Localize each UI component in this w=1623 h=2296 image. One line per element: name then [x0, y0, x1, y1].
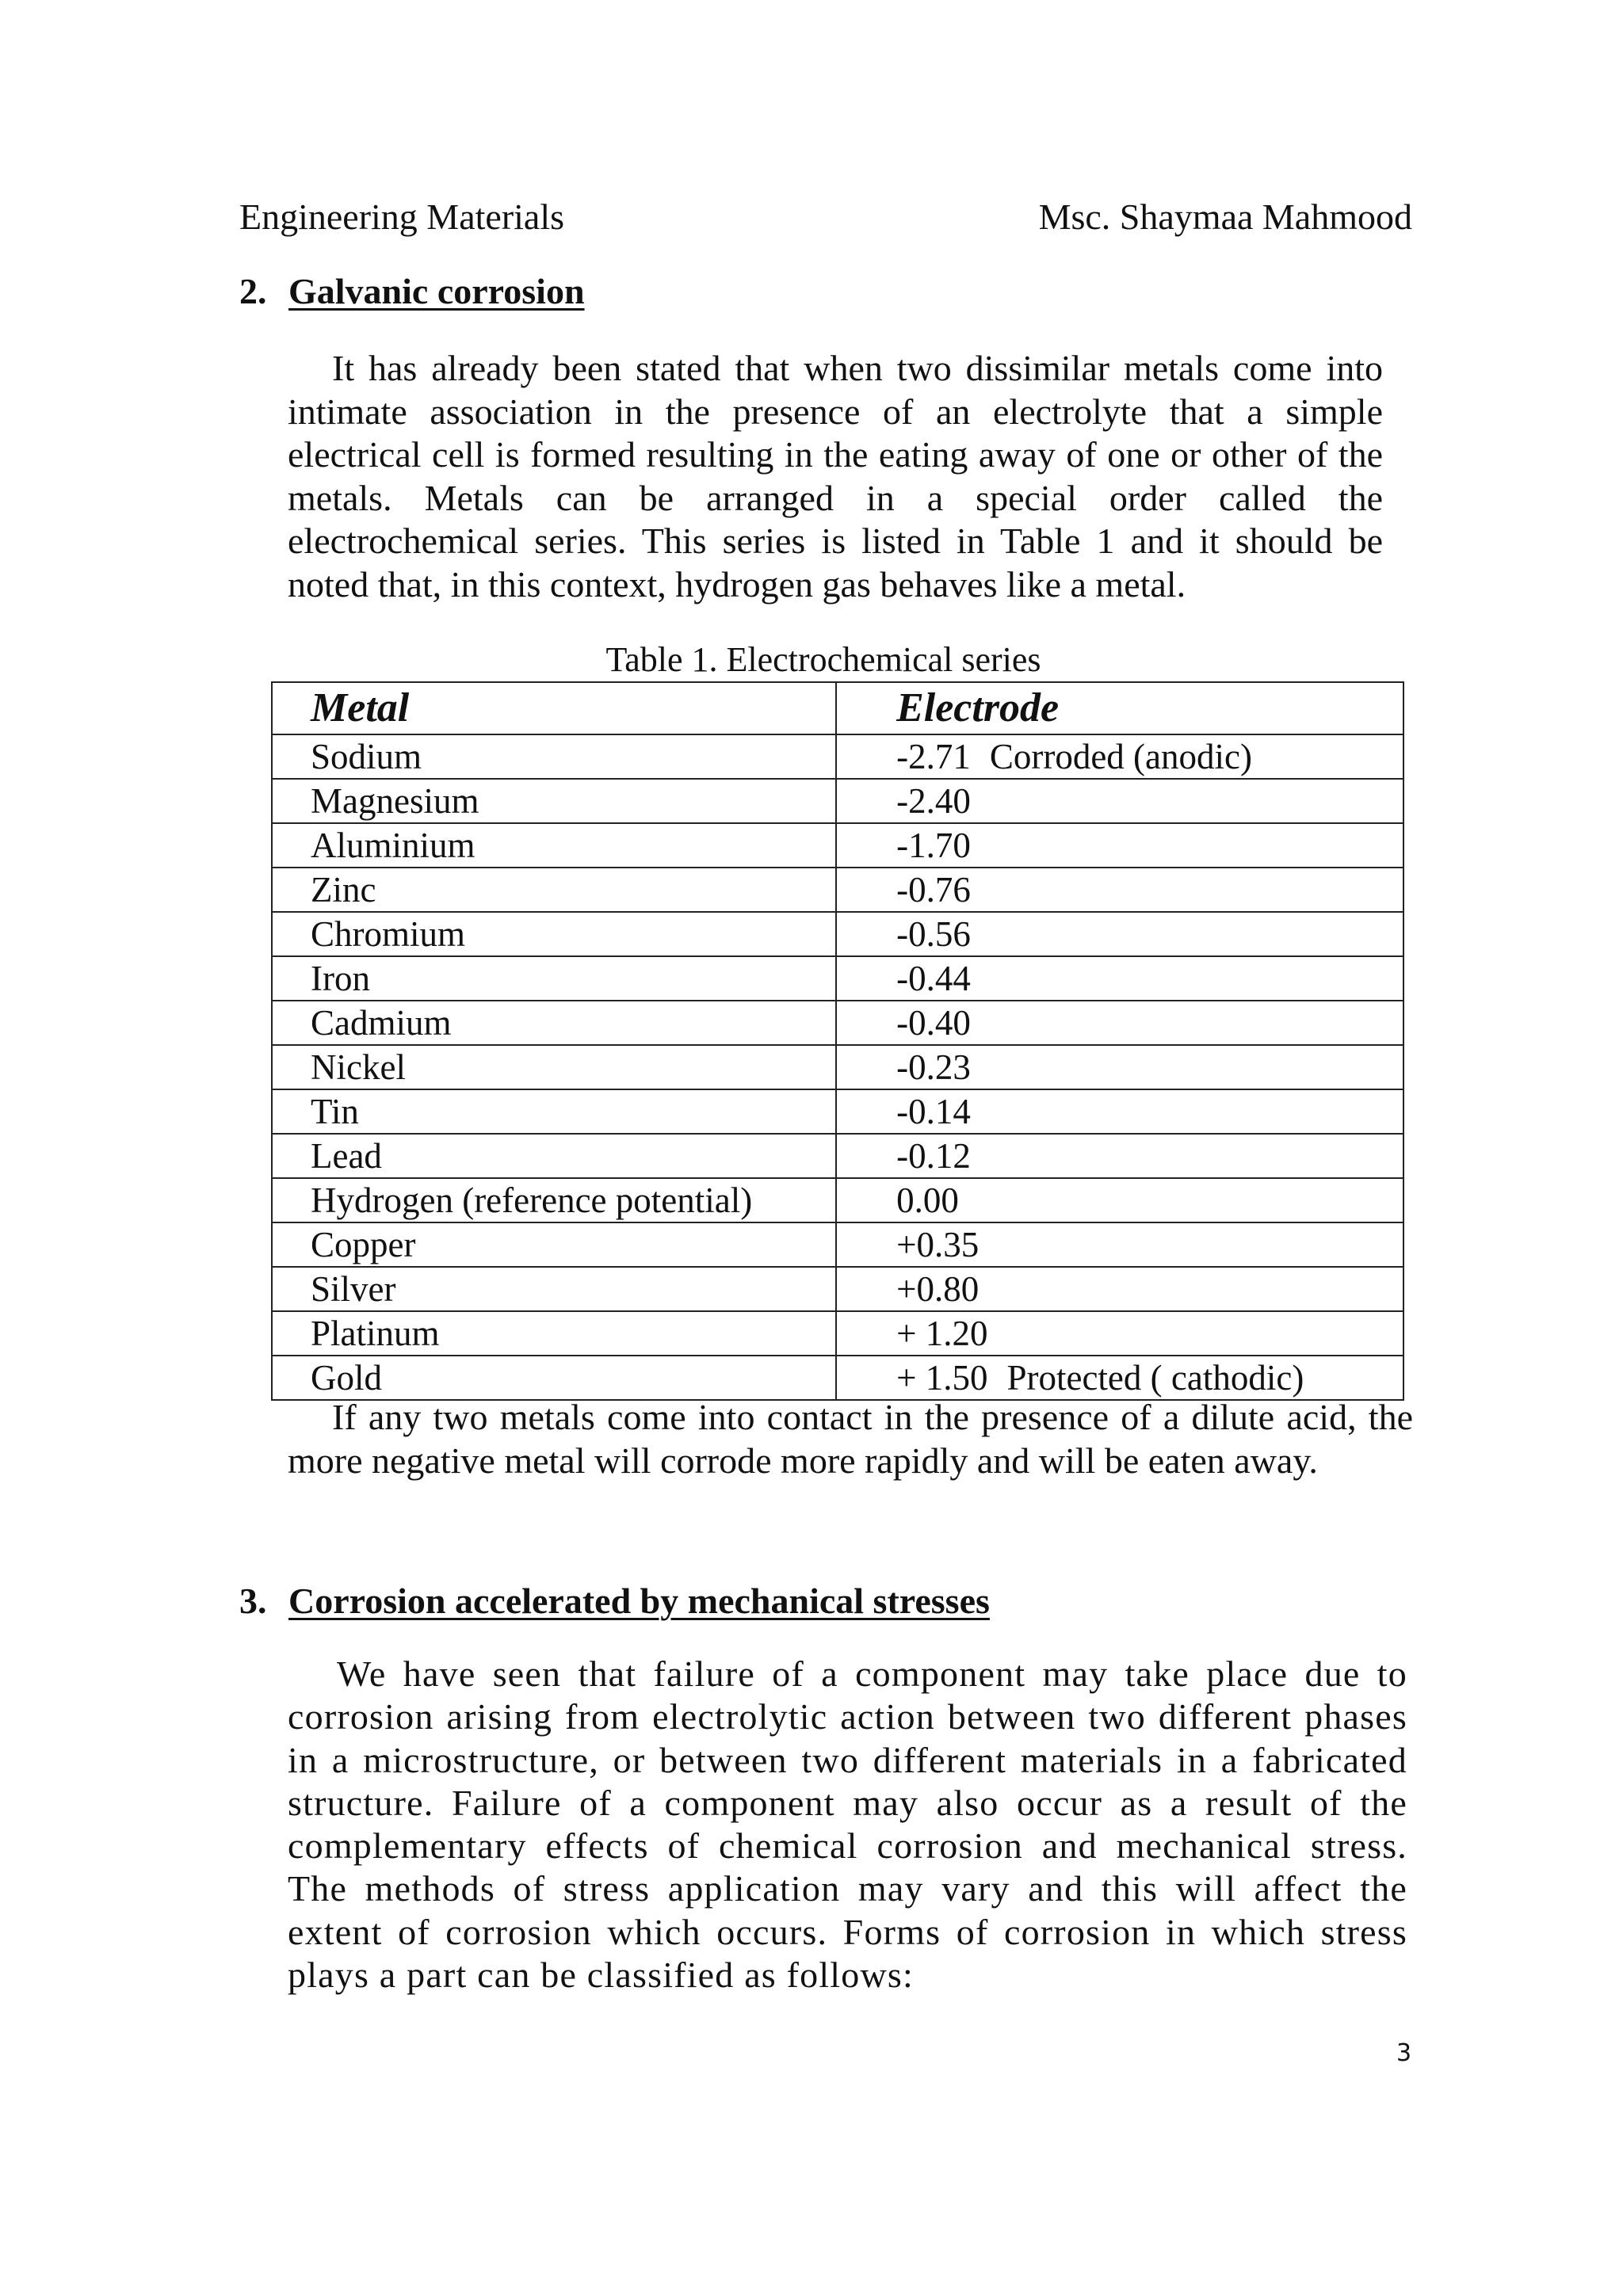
table-row — [272, 779, 1403, 823]
electrode-cell — [836, 779, 1403, 823]
electrode-potential: + 1.20 — [896, 1314, 988, 1353]
metal-cell: Chromium — [272, 912, 836, 956]
table-row — [272, 823, 1403, 868]
electrode-cell — [836, 1089, 1403, 1134]
table-row — [272, 956, 1403, 1001]
metal-cell: Hydrogen (reference potential) — [272, 1178, 836, 1222]
metal-cell: Lead — [272, 1134, 836, 1178]
electrode-potential: -0.14 — [896, 1092, 971, 1131]
mechanical-stress-paragraph: We have seen that failure of a component may take place due to corrosion arising from electrolytic action between two different phases in a microstructure, or between two different materials in a fabricated structure. Failure of a component may also occur as a result of the complementary effects of chemical corrosion and mechanical stress. The methods of stress application may vary and this will affect the extent of corrosion which occurs. Forms of corrosion in which stress plays a part can be classified as follows: — [288, 1653, 1407, 1996]
metal-cell: Zinc — [272, 868, 836, 912]
electrode-note: Corroded (anodic) — [989, 737, 1252, 776]
electrode-potential: -0.40 — [896, 1003, 971, 1043]
electrode-cell — [836, 1045, 1403, 1089]
metal-cell: Cadmium — [272, 1001, 836, 1045]
table-row — [272, 1267, 1403, 1311]
electrode-potential: + 1.50 — [896, 1358, 988, 1398]
electrode-cell — [836, 1222, 1403, 1267]
electrode-cell — [836, 734, 1403, 779]
table-row — [272, 734, 1403, 779]
electrode-potential: -2.40 — [896, 781, 971, 821]
section-title: Corrosion accelerated by mechanical stresses — [288, 1581, 990, 1621]
section-number: 3. — [239, 1581, 267, 1621]
electrode-potential: -2.71 — [896, 737, 971, 776]
electrode-cell — [836, 1311, 1403, 1356]
table-row — [272, 1222, 1403, 1267]
metal-cell: Tin — [272, 1089, 836, 1134]
electrode-cell — [836, 912, 1403, 956]
metal-cell: Gold — [272, 1356, 836, 1400]
section-number: 2. — [239, 271, 267, 311]
metal-cell: Platinum — [272, 1311, 836, 1356]
electrode-cell — [836, 823, 1403, 868]
electrode-potential: -0.23 — [896, 1047, 971, 1087]
metal-cell: Iron — [272, 956, 836, 1001]
electrode-potential: -0.12 — [896, 1136, 971, 1176]
electrode-potential: +0.80 — [896, 1269, 980, 1309]
table-row — [272, 1356, 1403, 1400]
electrode-cell — [836, 1267, 1403, 1311]
table-row — [272, 1178, 1403, 1222]
dilute-acid-paragraph: If any two metals come into contact in the presence of a dilute acid, the more negative metal will corrode more rapidly and will be eaten away. — [288, 1397, 1413, 1481]
electrochemical-series-table — [271, 681, 1404, 1401]
header-metal: Metal — [272, 682, 836, 734]
table-row — [272, 912, 1403, 956]
table-row — [272, 1089, 1403, 1134]
table-caption: Table 1. Electrochemical series — [605, 640, 1041, 679]
table-row — [272, 868, 1403, 912]
electrode-cell — [836, 1356, 1403, 1400]
metal-cell: Copper — [272, 1222, 836, 1267]
electrode-potential: -0.44 — [896, 959, 971, 998]
table-row — [272, 1134, 1403, 1178]
header-electrode: Electrode — [836, 682, 1403, 734]
header-author: Msc. Shaymaa Mahmood — [1038, 196, 1412, 237]
electrode-cell — [836, 956, 1403, 1001]
metal-cell: Silver — [272, 1267, 836, 1311]
table-row — [272, 1311, 1403, 1356]
table-row — [272, 1045, 1403, 1089]
section-heading-mechanical-stress-corrosion — [239, 1579, 990, 1623]
electrode-potential: -0.76 — [896, 870, 971, 910]
metal-cell: Aluminium — [272, 823, 836, 868]
metal-cell: Sodium — [272, 734, 836, 779]
section-title: Galvanic corrosion — [288, 271, 585, 311]
electrode-cell — [836, 1134, 1403, 1178]
electrode-note: Protected ( cathodic) — [1006, 1358, 1304, 1398]
electrode-cell — [836, 868, 1403, 912]
electrode-potential: -0.56 — [896, 914, 971, 954]
table-body — [272, 734, 1403, 1400]
section-heading-galvanic-corrosion — [239, 269, 585, 314]
electrode-cell — [836, 1178, 1403, 1222]
table-header-row — [272, 682, 1403, 734]
electrode-cell — [836, 1001, 1403, 1045]
electrode-potential: -1.70 — [896, 826, 971, 865]
header-course-title: Engineering Materials — [239, 196, 565, 237]
galvanic-corrosion-paragraph: It has already been stated that when two dissimilar metals come into intimate association in the presence of an electrolyte that a simple electrical cell is formed resulting in the eating away of one or other of the metals. Metals can be arranged in a special order called the electrochemical series. This series is listed in Table 1 and it should be noted that, in this context, hydrogen gas behaves like a metal. — [288, 348, 1383, 605]
electrode-potential: 0.00 — [896, 1180, 959, 1220]
metal-cell: Magnesium — [272, 779, 836, 823]
metal-cell: Nickel — [272, 1045, 836, 1089]
electrode-potential: +0.35 — [896, 1225, 980, 1264]
table-row — [272, 1001, 1403, 1045]
page-number: 3 — [1396, 2039, 1412, 2067]
